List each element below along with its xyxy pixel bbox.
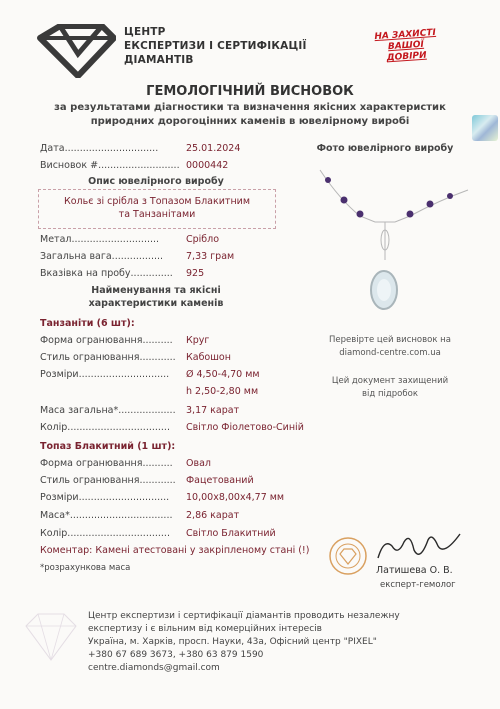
- verify-line1: Перевірте цей висновок на: [329, 335, 451, 345]
- topaz-size-label: Розміри..............................: [40, 492, 170, 503]
- photo-label: Фото ювелірного виробу: [316, 143, 454, 154]
- topaz-style-value: Фацетований: [186, 475, 254, 486]
- topaz-mass-label: Маса*..................................: [40, 510, 173, 521]
- stamp-line3: ДОВІРИ: [386, 50, 427, 64]
- topaz-mass-value: 2,86 карат: [186, 510, 240, 521]
- tanzanite-color-label: Колір..................................: [40, 422, 170, 433]
- stamp-line1: НА ЗАХИСТІ: [374, 27, 437, 43]
- stones-heading-line2: характеристики каменів: [88, 298, 224, 309]
- tanzanite-size-value2: h 2,50-2,80 мм: [186, 386, 259, 397]
- footer-email[interactable]: centre.diamonds@gmail.com: [88, 663, 220, 673]
- page-title: ГЕМОЛОГІЧНИЙ ВИСНОВОК: [146, 84, 354, 99]
- necklace-photo: [300, 160, 470, 320]
- tanzanite-size-label: Розміри..............................: [40, 369, 170, 380]
- tanzanite-shape-value: Круг: [186, 335, 210, 346]
- hologram-icon: [472, 115, 498, 141]
- tanzanite-mass-label: Маса загальна*...................: [40, 405, 176, 416]
- org-name-line2: ЕКСПЕРТИЗИ І СЕРТИФІКАЦІЇ: [124, 40, 307, 52]
- item-desc-line2: та Танзанітами: [118, 209, 196, 220]
- footer-line1: Центр експертизи і сертифікації діамантів проводить незалежну: [88, 611, 400, 621]
- footer-line3: Україна, м. Харків, просп. Науки, 43а, Офісний центр "PIXEL": [88, 637, 377, 647]
- date-value: 25.01.2024: [186, 143, 241, 154]
- tanzanite-title: Танзаніти (6 шт):: [40, 318, 135, 329]
- verify-line3: Цей документ захищений: [331, 376, 449, 386]
- comment-text: Коментар: Камені атестовані у закріпленому стані (!): [40, 545, 310, 556]
- topaz-shape-value: Овал: [186, 458, 211, 469]
- org-name-line3: ДІАМАНТІВ: [124, 54, 194, 66]
- verify-line4: від підробок: [362, 389, 418, 399]
- topaz-size-value: 10,00x8,00x4,77 мм: [186, 492, 285, 503]
- diamond-logo-icon: [36, 24, 116, 78]
- topaz-color-value: Світло Блакитний: [186, 528, 276, 539]
- date-label: Дата...............................: [40, 143, 159, 154]
- seal-icon: [328, 536, 368, 576]
- topaz-color-label: Колір..................................: [40, 528, 170, 539]
- tanzanite-style-value: Кабошон: [186, 352, 231, 363]
- org-name-line1: ЦЕНТР: [124, 26, 166, 38]
- signature-icon: [374, 528, 464, 568]
- footer-phone: +380 67 689 3673, +380 63 879 1590: [88, 650, 264, 660]
- item-desc-line1: Кольє зі срібла з Топазом Блакитним: [63, 196, 250, 207]
- subtitle-line1: за результатами діагностики та визначення якісних характеристик: [54, 102, 446, 113]
- metal-value: Срібло: [186, 234, 220, 245]
- assay-value: 925: [186, 268, 205, 279]
- weight-label: Загальна вага.................: [40, 251, 164, 262]
- trust-stamp: [359, 27, 453, 67]
- stamp-line2: ВАШОЇ: [387, 39, 425, 53]
- stones-heading-line1: Найменування та якісні: [91, 285, 221, 296]
- expert-role: експерт-гемолог: [380, 580, 456, 590]
- number-label: Висновок #...........................: [40, 160, 180, 171]
- tanzanite-color-value: Світло Фіолетово-Синій: [186, 422, 304, 433]
- weight-value: 7,33 грам: [186, 251, 235, 262]
- tanzanite-size-value1: Ø 4,50-4,70 мм: [186, 369, 260, 380]
- topaz-shape-label: Форма огранювання..........: [40, 458, 173, 469]
- tanzanite-style-label: Стиль огранювання............: [40, 352, 176, 363]
- item-desc-box: [38, 189, 276, 229]
- footnote-text: *розрахункова маса: [40, 563, 131, 573]
- footer-line2: експертизу і є вільним від комерційних інтересів: [88, 624, 322, 634]
- expert-name: Латишева О. В.: [376, 565, 453, 576]
- item-desc-label: Опис ювелірного виробу: [88, 176, 224, 187]
- subtitle-line2: природних дорогоцінних каменів в ювелірному виробі: [90, 116, 410, 127]
- topaz-title: Топаз Блакитний (1 шт):: [40, 441, 176, 452]
- metal-label: Метал.............................: [40, 234, 160, 245]
- topaz-style-label: Стиль огранювання............: [40, 475, 176, 486]
- number-value: 0000442: [186, 160, 229, 171]
- watermark-diamond-icon: [24, 612, 78, 662]
- tanzanite-mass-value: 3,17 карат: [186, 405, 240, 416]
- verify-link[interactable]: diamond-centre.com.ua: [339, 348, 441, 358]
- tanzanite-shape-label: Форма огранювання..........: [40, 335, 173, 346]
- assay-label: Вказівка на пробу..............: [40, 268, 173, 279]
